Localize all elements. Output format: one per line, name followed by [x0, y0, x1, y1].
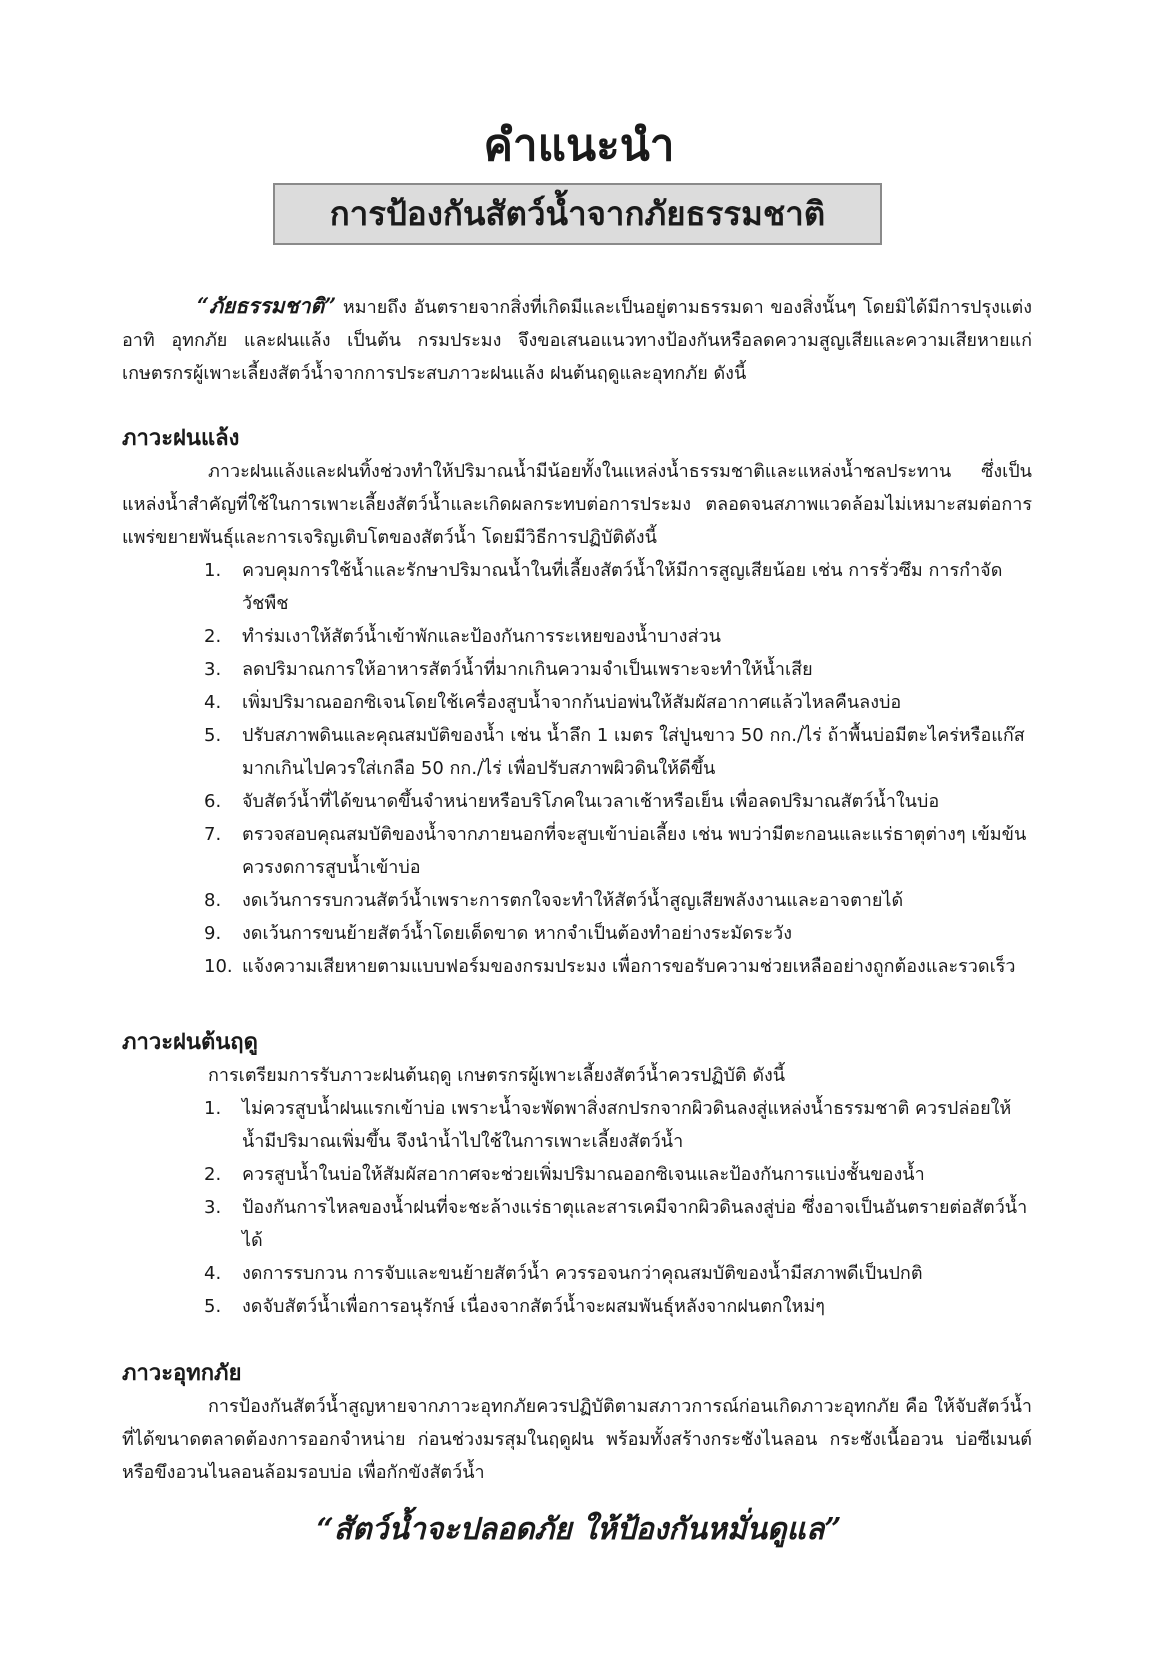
list-item — [122, 620, 1032, 653]
item-number: 3. — [204, 1197, 222, 1218]
item-number: 3. — [204, 659, 222, 680]
item-number: 7. — [204, 824, 222, 845]
list-item — [122, 785, 1032, 818]
item-text: งดจับสัตว์น้ำเพื่อการอนุรักษ์ เนื่องจากสัตว์น้ำจะผสมพันธุ์หลังจากฝนตกใหม่ๆ — [242, 1296, 825, 1317]
item-text: งดเว้นการขนย้ายสัตว์น้ำโดยเด็ดขาด หากจำเป็นต้องทำอย่างระมัดระวัง — [242, 923, 793, 944]
intro-text: หมายถึง อันตรายจากสิ่งที่เกิดมีและเป็นอยู่ตามธรรมดา ของสิ่งนั้นๆ โดยมิได้มีการปรุงแต่ง อาทิ อุทกภัย และฝนแล้ง เป็นต้น กรมประมง จึงขอเสนอแนวทางป้องกันหรือลดความสูญเสียและความเสียหายแก่เกษตรกรผู้เพาะเลี้ยงสัตว์น้ำจากการประสบภาวะฝนแล้ง ฝนต้นฤดูและอุทกภัย ดังนี้ — [122, 297, 1032, 384]
list-item — [122, 554, 1032, 620]
flood-text: การป้องกันสัตว์น้ำสูญหายจากภาวะอุทกภัยควรปฏิบัติตามสภาวการณ์ก่อนเกิดภาวะอุทกภัย คือ ให้จับสัตว์น้ำที่ได้ขนาดตลาดต้องการออกจำหน่าย ก่อนช่วงมรสุมในฤดูฝน พร้อมทั้งสร้างกระชังไนลอน กระชังเนื้ออวน บ่อซีเมนต์ หรือขึงอวนไนลอนล้อมรอบบ่อ เพื่อกักขังสัตว์น้ำ — [122, 1396, 1032, 1483]
flood-section — [122, 1356, 1032, 1489]
subtitle-banner: การป้องกันสัตว์น้ำจากภัยธรรมชาติ — [273, 183, 882, 245]
item-number: 4. — [204, 692, 222, 713]
list-item — [122, 719, 1032, 785]
item-number: 4. — [204, 1263, 222, 1284]
item-text: จับสัตว์น้ำที่ได้ขนาดขึ้นจำหน่ายหรือบริโภคในเวลาเช้าหรือเย็น เพื่อลดปริมาณสัตว์น้ำในบ่อ — [242, 791, 940, 812]
item-text: ควรสูบน้ำในบ่อให้สัมผัสอากาศจะช่วยเพิ่มปริมาณออกซิเจนและป้องกันการแบ่งชั้นของน้ำ — [242, 1164, 925, 1185]
list-item — [122, 818, 1032, 884]
intro-term: “ภัยธรรมชาติ” — [197, 293, 337, 318]
drought-heading: ภาวะฝนแล้ง — [122, 425, 240, 451]
item-text: ปรับสภาพดินและคุณสมบัติของน้ำ เช่น น้ำลึก 1 เมตร ใส่ปูนขาว 50 กก./ไร่ ถ้าพื้นบ่อมีตะไคร่หรือแก๊สมากเกินไปควรใส่เกลือ 50 กก./ไร่ เพื่อปรับสภาพผิวดินให้ดีขึ้น — [242, 725, 1025, 779]
list-item — [122, 686, 1032, 719]
item-number: 5. — [204, 725, 222, 746]
item-text: ป้องกันการไหลของน้ำฝนที่จะชะล้างแร่ธาตุและสารเคมีจากผิวดินลงสู่บ่อ ซึ่งอาจเป็นอันตรายต่อสัตว์น้ำได้ — [242, 1197, 1028, 1251]
item-number: 5. — [204, 1296, 222, 1317]
flood-heading: ภาวะอุทกภัย — [122, 1360, 242, 1386]
early-rain-intro: การเตรียมการรับภาวะฝนต้นฤดู เกษตรกรผู้เพาะเลี้ยงสัตว์น้ำควรปฏิบัติ ดังนี้ — [208, 1065, 786, 1086]
item-number: 1. — [204, 1098, 222, 1119]
item-text: ลดปริมาณการให้อาหารสัตว์น้ำที่มากเกินความจำเป็นเพราะจะทำให้น้ำเสีย — [242, 659, 813, 680]
item-number: 1. — [204, 560, 222, 581]
item-number: 8. — [204, 890, 222, 911]
drought-list — [122, 554, 1032, 983]
early-rain-list — [122, 1092, 1032, 1323]
list-item — [122, 1092, 1032, 1158]
list-item — [122, 1290, 1032, 1323]
footer-slogan: “สัตว์น้ำจะปลอดภัย ให้ป้องกันหมั่นดูแล” — [316, 1512, 842, 1547]
list-item — [122, 1158, 1032, 1191]
item-text: งดการรบกวน การจับและขนย้ายสัตว์น้ำ ควรรอจนกว่าคุณสมบัติของน้ำมีสภาพดีเป็นปกติ — [242, 1263, 923, 1284]
item-number: 10. — [204, 956, 233, 977]
list-item — [122, 950, 1032, 983]
drought-intro: ภาวะฝนแล้งและฝนทิ้งช่วงทำให้ปริมาณน้ำมีน้อยทั้งในแหล่งน้ำธรรมชาติและแหล่งน้ำชลประทาน ซึ่งเป็นแหล่งน้ำสำคัญที่ใช้ในการเพาะเลี้ยงสัตว์น้ำและเกิดผลกระทบต่อการประมง ตลอดจนสภาพแวดล้อมไม่เหมาะสมต่อการแพร่ขยายพันธุ์และการเจริญเติบโตของสัตว์น้ำ โดยมีวิธีการปฏิบัติดังนี้ — [122, 461, 1032, 548]
item-text: ทำร่มเงาให้สัตว์น้ำเข้าพักและป้องกันการระเหยของน้ำบางส่วน — [242, 626, 721, 647]
item-number: 6. — [204, 791, 222, 812]
item-text: งดเว้นการรบกวนสัตว์น้ำเพราะการตกใจจะทำให้สัตว์น้ำสูญเสียพลังงานและอาจตายได้ — [242, 890, 904, 911]
drought-section — [122, 421, 1032, 983]
list-item — [122, 653, 1032, 686]
early-rain-section — [122, 1025, 1032, 1323]
item-text: ตรวจสอบคุณสมบัติของน้ำจากภายนอกที่จะสูบเข้าบ่อเลี้ยง เช่น พบว่ามีตะกอนและแร่ธาตุต่างๆ เข้มข้น ควรงดการสูบน้ำเข้าบ่อ — [242, 824, 1027, 878]
page-title: คำแนะนำ — [483, 120, 675, 171]
list-item — [122, 884, 1032, 917]
list-item — [122, 917, 1032, 950]
item-text: เพิ่มปริมาณออกซิเจนโดยใช้เครื่องสูบน้ำจากก้นบ่อพ่นให้สัมผัสอากาศแล้วไหลคืนลงบ่อ — [242, 692, 902, 713]
item-text: ไม่ควรสูบน้ำฝนแรกเข้าบ่อ เพราะน้ำจะพัดพาสิ่งสกปรกจากผิวดินลงสู่แหล่งน้ำธรรมชาติ ควรปล่อยให้น้ำมีปริมาณเพิ่มขึ้น จึงนำน้ำไปใช้ในการเพาะเลี้ยงสัตว์น้ำ — [242, 1098, 1012, 1152]
intro-paragraph — [122, 289, 1032, 390]
list-item — [122, 1191, 1032, 1257]
early-rain-heading: ภาวะฝนต้นฤดู — [122, 1029, 258, 1055]
item-text: ควบคุมการใช้น้ำและรักษาปริมาณน้ำในที่เลี้ยงสัตว์น้ำให้มีการสูญเสียน้อย เช่น การรั่วซึม การกำจัดวัชพืช — [242, 560, 1003, 614]
item-text: แจ้งความเสียหายตามแบบฟอร์มของกรมประมง เพื่อการขอรับความช่วยเหลืออย่างถูกต้องและรวดเร็ว — [242, 956, 1016, 977]
item-number: 2. — [204, 626, 222, 647]
item-number: 9. — [204, 923, 222, 944]
list-item — [122, 1257, 1032, 1290]
item-number: 2. — [204, 1164, 222, 1185]
